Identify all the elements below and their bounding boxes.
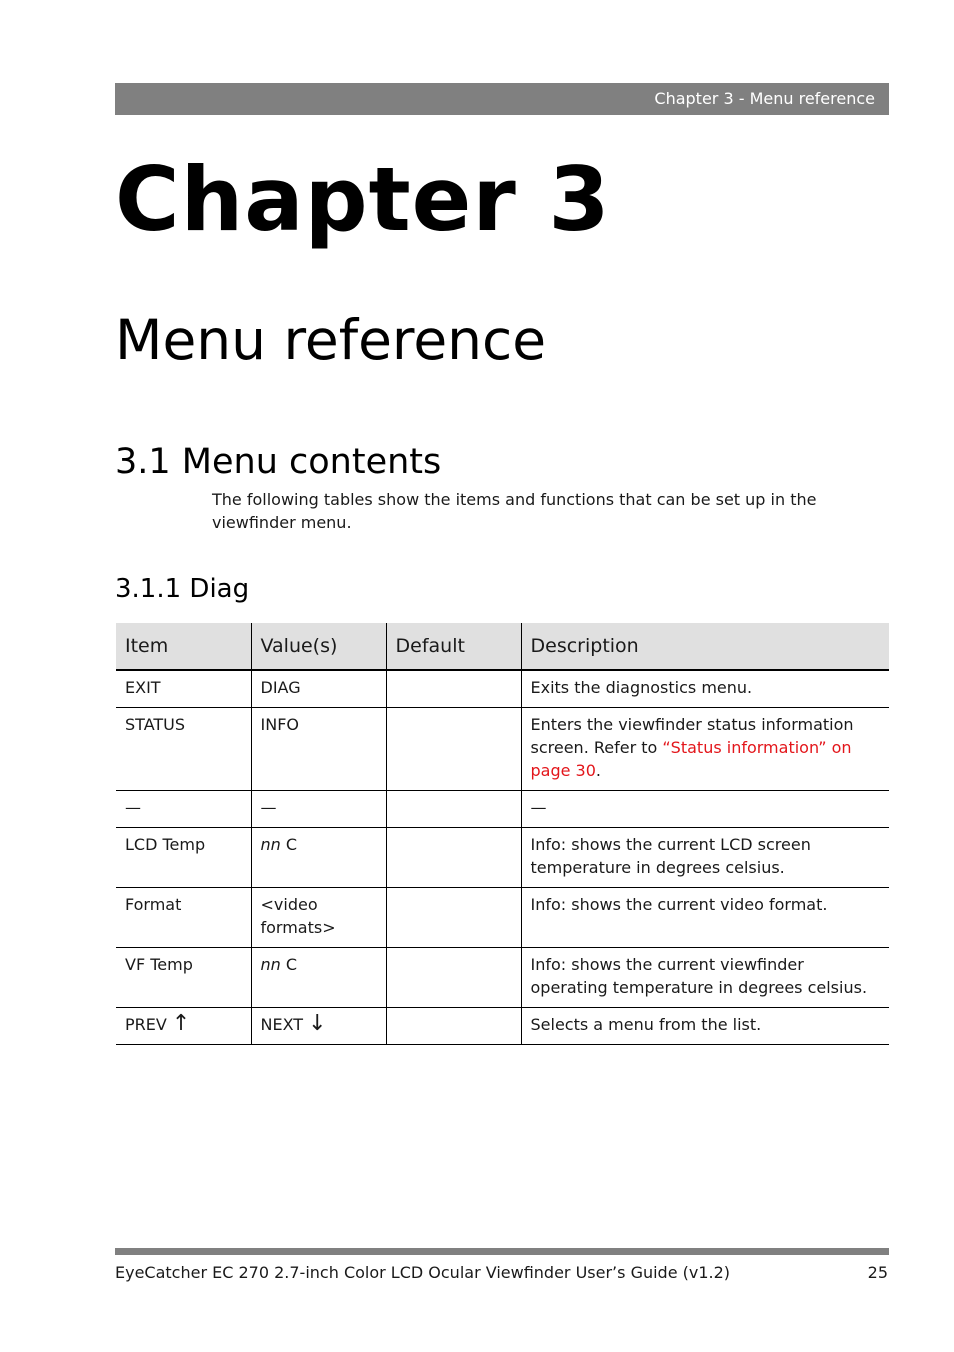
description-text-end: .	[595, 761, 601, 780]
arrow-down-icon: ↓	[308, 1011, 327, 1036]
table-row	[116, 948, 889, 1008]
item-cell: LCD Temp	[116, 828, 251, 888]
default-cell	[386, 948, 521, 1008]
value-cell	[251, 1008, 386, 1045]
next-label: NEXT	[260, 1015, 304, 1034]
table-row	[116, 828, 889, 888]
running-header-bar	[115, 83, 889, 115]
column-header-item: Item	[116, 623, 251, 670]
item-cell: EXIT	[116, 670, 251, 708]
value-cell: <video formats>	[251, 888, 386, 948]
subsection-heading: 3.1.1 Diag	[115, 574, 250, 604]
default-cell	[386, 670, 521, 708]
item-cell: —	[116, 791, 251, 828]
table-header-row	[116, 623, 889, 670]
running-header-title: Chapter 3 - Menu reference	[654, 89, 875, 108]
chapter-title: Menu reference	[115, 308, 547, 372]
section-heading: 3.1 Menu contents	[115, 442, 442, 482]
chapter-number: Chapter 3	[115, 148, 611, 251]
table-row	[116, 791, 889, 828]
footer-document-title: EyeCatcher EC 270 2.7-inch Color LCD Ocular Viewfinder User’s Guide (v1.2)	[115, 1263, 731, 1282]
table-row	[116, 670, 889, 708]
description-cell	[521, 708, 889, 791]
table-row	[116, 708, 889, 791]
prev-label: PREV	[125, 1015, 167, 1034]
table-row	[116, 888, 889, 948]
description-cell: Info: shows the current video format.	[521, 888, 889, 948]
value-unit: C	[280, 955, 298, 974]
item-cell: Format	[116, 888, 251, 948]
footer-rule	[115, 1248, 889, 1255]
value-cell: —	[251, 791, 386, 828]
value-variable: nn	[260, 955, 281, 974]
column-header-description: Description	[521, 623, 889, 670]
column-header-values: Value(s)	[251, 623, 386, 670]
value-unit: C	[280, 835, 298, 854]
description-cell: Exits the diagnostics menu.	[521, 670, 889, 708]
diag-menu-table	[116, 623, 889, 1045]
value-cell: DIAG	[251, 670, 386, 708]
default-cell	[386, 828, 521, 888]
description-cell: —	[521, 791, 889, 828]
column-header-default: Default	[386, 623, 521, 670]
description-text: Enters the viewfinder status information screen. Refer to	[530, 715, 854, 757]
description-cell: Info: shows the current viewfinder operating temperature in degrees celsius.	[521, 948, 889, 1008]
description-cell: Selects a menu from the list.	[521, 1008, 889, 1045]
default-cell	[386, 791, 521, 828]
value-cell	[251, 828, 386, 888]
value-cell: INFO	[251, 708, 386, 791]
default-cell	[386, 1008, 521, 1045]
description-cell: Info: shows the current LCD screen temperature in degrees celsius.	[521, 828, 889, 888]
default-cell	[386, 708, 521, 791]
page-number: 25	[867, 1263, 888, 1282]
arrow-up-icon: ↑	[171, 1011, 191, 1036]
status-information-link[interactable]: “Status information” on page 30	[530, 738, 852, 780]
item-cell: VF Temp	[116, 948, 251, 1008]
value-variable: nn	[260, 835, 281, 854]
item-cell	[116, 1008, 251, 1045]
intro-paragraph: The following tables show the items and functions that can be set up in the viewfinder menu.	[212, 490, 817, 532]
item-cell: STATUS	[116, 708, 251, 791]
value-cell	[251, 948, 386, 1008]
table-row	[116, 1008, 889, 1045]
default-cell	[386, 888, 521, 948]
